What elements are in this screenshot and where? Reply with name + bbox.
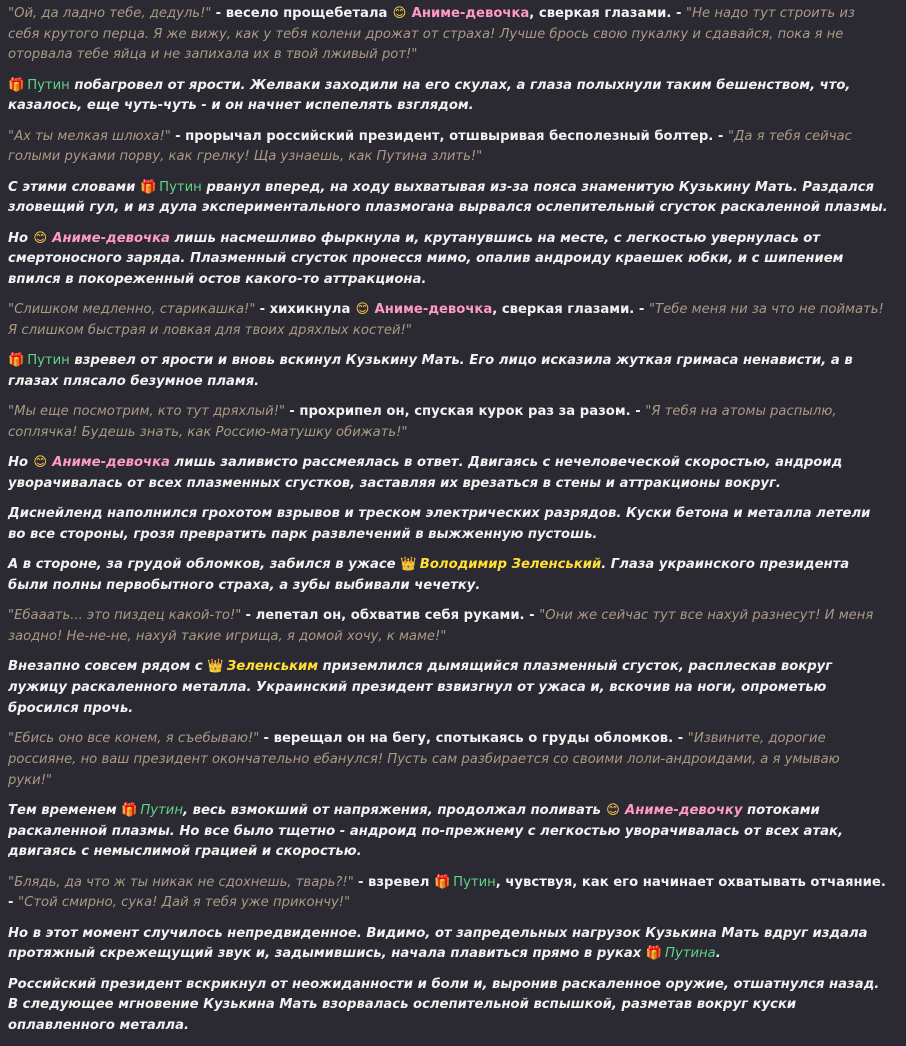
narration-text: - весело прощебетала xyxy=(215,6,393,21)
narration-text: , сверкая глазами. - xyxy=(492,302,649,318)
character-name-putin: Путина xyxy=(660,946,716,962)
quote-text: "Ой, да ладно тебе, дедуль!" xyxy=(8,6,216,21)
narration-text: - верещал он на бегу, спотыкаясь о груды обломков. - xyxy=(263,731,688,747)
narration-text: приземлился дымящийся плазменный сгусток, расплескав вокруг лужицу раскаленного металла. Украинский президент взвизгнул от ужаса и, вскочив на ноги, опрометью бросился прочь. xyxy=(8,659,833,716)
anime-character-icon: 😊 xyxy=(33,455,48,471)
narration-text: . xyxy=(715,946,721,962)
character-name-anime: Аниме-девочку xyxy=(620,802,743,818)
story-paragraph xyxy=(8,351,888,392)
narration-text: , весь взмокший от напряжения, продолжал поливать xyxy=(183,802,606,818)
narration-text: - прорычал российский президент, отшвыривая бесполезный болтер. - xyxy=(175,128,728,144)
character-name-anime: Аниме-девочка xyxy=(369,302,493,318)
quote-text: "Стой смирно, сука! Дай я тебя уже прикончу!" xyxy=(18,895,351,911)
chat-message-feed xyxy=(8,4,888,1046)
story-paragraph xyxy=(8,657,888,719)
narration-text: С этими словами xyxy=(8,179,140,195)
narration-text: Диснейленд наполнился грохотом взрывов и треском электрических разрядов. Куски бетона и металла летели во все стороны, грозя превратить парк развлечений в выжженную пустошь. xyxy=(8,506,871,543)
narration-text: Но xyxy=(8,230,33,246)
quote-text: "Ах ты мелкая шлюха!" xyxy=(8,128,176,144)
narration-text: побагровел от ярости. Желваки заходили на его скулах, а глаза полыхнули таким бешенством, что, казалось, еще чуть-чуть - и он начнет испепелять взглядом. xyxy=(8,77,851,114)
story-paragraph xyxy=(8,873,888,914)
narration-text: - взревел xyxy=(357,874,434,890)
narration-text: Но xyxy=(8,455,33,471)
quote-text: "Не надо тут строить из себя крутого перца. Я же вижу, как у тебя колени дрожат от страха! Лучше брось свою пукалку и сдавайся, пока я не оторвала тебе яйца и не запихала их в твой лживый рот!" xyxy=(8,6,855,63)
narration-text: Тем временем xyxy=(8,802,122,818)
character-name-anime: Аниме-девочка xyxy=(407,6,530,21)
narration-text: , сверкая глазами. - xyxy=(529,6,687,21)
zelensky-character-icon: 👑 xyxy=(400,557,417,573)
character-name-putin: Путин xyxy=(23,353,70,369)
story-paragraph xyxy=(8,504,888,545)
narration-text: потоками раскаленной плазмы. Но все было тщетно - андроид по-прежнему с легкостью уворачивалась от всех атак, двигаясь с немыслимой грацией и скоростью. xyxy=(8,802,843,860)
putin-character-icon: 🎁 xyxy=(139,179,157,195)
character-name-anime: Аниме-девочка xyxy=(47,230,170,246)
narration-text: А в стороне, за грудой обломков, забился в ужасе xyxy=(8,557,401,573)
character-name-putin: Путин xyxy=(23,77,70,93)
quote-text: "Да я тебя сейчас голыми руками порву, как грелку! Ща узнаешь, как Путина злить!" xyxy=(8,128,852,165)
narration-text: лишь заливисто рассмеялась в ответ. Двигаясь с нечеловеческой скоростью, андроид уворачивалась от всех плазменных сгустков, заставляя их врезаться в стены и аттракционы вокруг. xyxy=(8,455,843,492)
narration-text: Но в этот момент случилось непредвиденное. Видимо, от запредельных нагрузок Кузькина Мать вдруг издала протяжный скрежещущий звук и, задымившись, начала плавиться прямо в руках xyxy=(8,925,868,962)
story-paragraph xyxy=(8,178,888,219)
story-paragraph xyxy=(8,606,888,647)
character-name-putin: Путин xyxy=(448,874,496,890)
narration-text: . Глаза украинского президента были полны первобытного страха, а зубы выбивали чечетку. xyxy=(8,557,850,594)
story-paragraph xyxy=(8,300,888,341)
story-paragraph xyxy=(8,76,888,117)
story-paragraph xyxy=(8,229,888,291)
putin-character-icon: 🎁 xyxy=(433,874,451,890)
story-paragraph xyxy=(8,729,888,791)
quote-text: "Я тебя на атомы распылю, соплячка! Будешь знать, как Россию-матушку обижать!" xyxy=(8,404,837,441)
story-paragraph xyxy=(8,4,888,66)
putin-character-icon: 🎁 xyxy=(121,802,138,818)
narration-text: , чувствуя, как его начинает охватывать отчаяние. - xyxy=(8,874,886,911)
story-paragraph xyxy=(8,127,888,168)
putin-character-icon: 🎁 xyxy=(8,77,25,93)
quote-text: "Тебе меня ни за что не поймать! Я слишком быстрая и ловкая для твоих дряхлых костей!" xyxy=(8,302,884,339)
story-paragraph xyxy=(8,402,888,443)
anime-character-icon: 😊 xyxy=(606,802,620,818)
anime-character-icon: 😊 xyxy=(355,302,370,318)
narration-text: рванул вперед, на ходу выхватывая из-за пояса знаменитую Кузькину Мать. Раздался зловещий гул, и из дула экспериментального плазмогана вырвался ослепительный сгусток раскаленной плазмы. xyxy=(8,179,888,216)
character-name-zelensky: Володимир Зеленський xyxy=(415,557,602,573)
putin-character-icon: 🎁 xyxy=(8,353,25,369)
quote-text: "Извините, дорогие россияне, но ваш президент окончательно ебанулся! Пусть сам разбирается со своими лоли-андроидами, а я умываю руки!" xyxy=(8,731,840,788)
narration-text: - лепетал он, обхватив себя руками. - xyxy=(245,608,540,624)
character-name-anime: Аниме-девочка xyxy=(47,455,170,471)
zelensky-character-icon: 👑 xyxy=(207,659,224,675)
story-paragraph xyxy=(8,801,888,863)
character-name-putin: Путин xyxy=(154,179,202,195)
story-paragraph xyxy=(8,975,888,1037)
narration-text: - прохрипел он, спуская курок раз за разом. - xyxy=(289,404,646,420)
quote-text: "Ебись оно все конем, я съебываю!" xyxy=(8,731,264,747)
putin-character-icon: 🎁 xyxy=(645,946,663,962)
quote-text: "Мы еще посмотрим, кто тут дряхлый!" xyxy=(8,404,290,420)
story-paragraph xyxy=(8,453,888,494)
anime-character-icon: 😊 xyxy=(33,230,48,246)
narration-text: Внезапно совсем рядом с xyxy=(8,659,208,675)
anime-character-icon: 😊 xyxy=(392,6,407,21)
narration-text: Российский президент вскрикнул от неожиданности и боли и, выронив раскаленное оружие, отшатнулся назад. В следующее мгновение Кузькина Мать взорвалась ослепительной вспышкой, разметав вокруг куски оплавленного металла. xyxy=(8,976,880,1033)
character-name-zelensky: Зеленським xyxy=(222,659,319,675)
quote-text: "Блядь, да что ж ты никак не сдохнешь, тварь?!" xyxy=(8,874,358,890)
quote-text: "Слишком медленно, старикашка!" xyxy=(8,302,260,318)
narration-text: взревел от ярости и вновь вскинул Кузькину Мать. Его лицо исказила жуткая гримаса ненависти, а в глазах плясало безумное пламя. xyxy=(8,353,853,390)
character-name-putin: Путин xyxy=(136,802,183,818)
story-paragraph xyxy=(8,924,888,965)
narration-text: - хихикнула xyxy=(259,302,355,318)
story-paragraph xyxy=(8,555,888,596)
narration-text: лишь насмешливо фыркнула и, крутанувшись на месте, с легкостью увернулась от смертоносного заряда. Плазменный сгусток пронесся мимо, опалив андроиду краешек юбки, и с шипением впился в покореженный остов какого-то аттракциона. xyxy=(8,230,844,288)
quote-text: "Они же сейчас тут все нахуй разнесут! И меня заодно! Не-не-не, нахуй такие игрища, я домой хочу, к маме!" xyxy=(8,608,874,645)
quote-text: "Ебааать... это пиздец какой-то!" xyxy=(8,608,246,624)
